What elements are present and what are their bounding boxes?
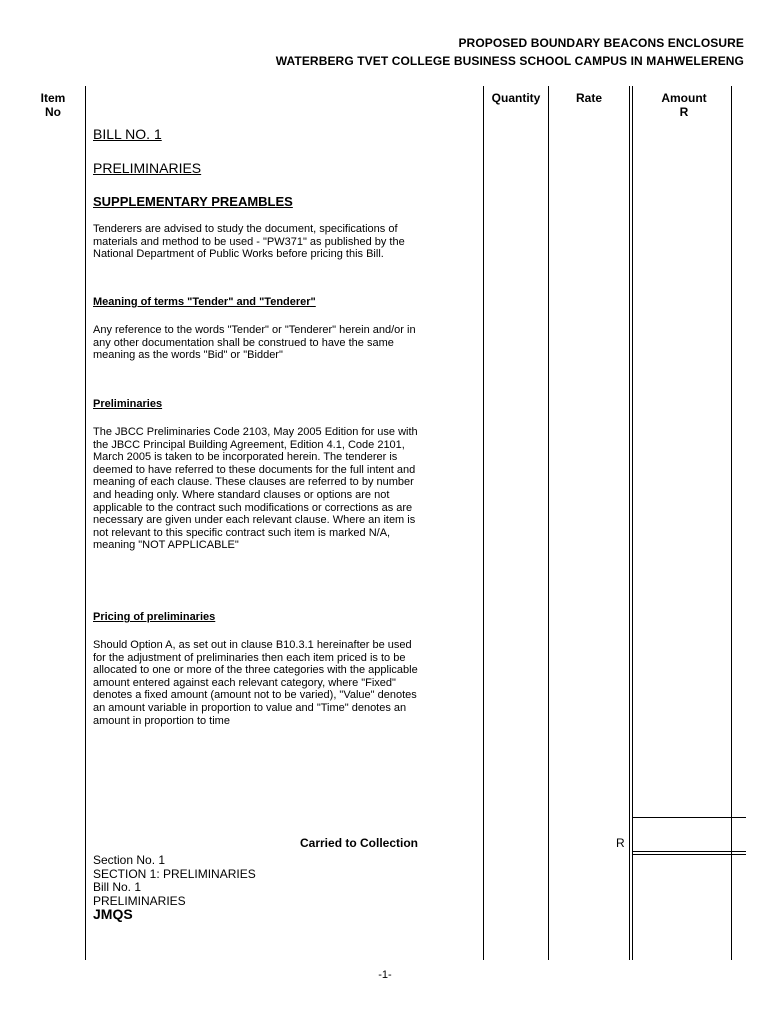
bill-title	[93, 126, 162, 142]
collection-double-rule-b	[632, 854, 746, 855]
item-header-line1: Item	[40, 91, 66, 105]
project-title: PROPOSED BOUNDARY BEACONS ENCLOSURE	[458, 36, 744, 50]
item-column-rule	[85, 86, 86, 960]
quantity-left-rule	[483, 86, 484, 960]
section-title	[93, 160, 201, 176]
item-header-line2: No	[45, 105, 61, 119]
amount-header-line2: R	[679, 105, 689, 119]
subsection-title: SUPPLEMENTARY PREAMBLES	[93, 194, 293, 209]
rate-right-rule-b	[632, 86, 633, 960]
carried-currency: R	[616, 836, 625, 850]
item-no-header	[30, 91, 76, 119]
quantity-header: Quantity	[491, 91, 541, 105]
intro-paragraph: Tenderers are advised to study the document, specifications of materials and method to be used - "PW371" as published by the National Department of Public Works before pricing this Bill.	[93, 223, 405, 261]
collection-double-rule-a	[632, 851, 746, 852]
preliminaries-paragraph: The JBCC Preliminaries Code 2103, May 2005 Edition for use with the JBCC Principal Building Agreement, Edition 4.1, Code 2101, March 2005 is taken to be incorporated herein. The tenderer is deemed to have referred to these documents for the full intent and meaning of each clause. These clauses are referred to by number and heading only. Where standard clauses or options are not applicable to the contract such modifications or corrections as are necessary are given under each relevant clause. Where an item is not relevant to this specific contract such item is marked N/A, meaning "NOT APPLICABLE"	[93, 426, 418, 552]
amount-right-rule	[731, 86, 732, 960]
preliminaries-heading: Preliminaries	[93, 398, 163, 410]
meaning-paragraph: Any reference to the words "Tender" or "Tenderer" herein and/or in any other documentation shall be construed to have the same meaning as the words "Bid" or "Bidder"	[93, 324, 416, 362]
rate-right-rule-a	[629, 86, 630, 960]
footer-bill-name: PRELIMINARIES	[93, 893, 186, 908]
carried-to-collection-label: Carried to Collection	[300, 836, 419, 850]
company-mark: JMQS	[93, 906, 133, 922]
rate-header: Rate	[575, 91, 602, 105]
bill-title-text: BILL NO. 1	[93, 126, 162, 142]
footer-section-no: Section No. 1	[93, 853, 166, 867]
footer-bill-no: Bill No. 1	[93, 880, 142, 894]
amount-header	[636, 91, 732, 119]
pricing-heading: Pricing of preliminaries	[93, 611, 216, 623]
footer-block	[93, 854, 256, 922]
collection-top-rule	[632, 817, 746, 818]
pricing-paragraph: Should Option A, as set out in clause B10.3.1 hereinafter be used for the adjustment of preliminaries then each item priced is to be allocated to one or more of the three categories with the applicable amount entered against each relevant category, where "Fixed" denotes a fixed amount (amount not to be varied), "Value" denotes an amount variable in proportion to value and "Time" denotes an amount in proportion to time	[93, 639, 418, 727]
amount-header-line1: Amount	[661, 91, 707, 105]
page-number: -1-	[378, 969, 392, 981]
footer-section-name: SECTION 1: PRELIMINARIES	[93, 866, 256, 881]
meaning-heading: Meaning of terms "Tender" and "Tenderer"	[93, 296, 316, 308]
section-title-text: PRELIMINARIES	[93, 160, 202, 176]
project-location: WATERBERG TVET COLLEGE BUSINESS SCHOOL CAMPUS IN MAHWELERENG	[275, 54, 744, 68]
quantity-right-rule	[548, 86, 549, 960]
